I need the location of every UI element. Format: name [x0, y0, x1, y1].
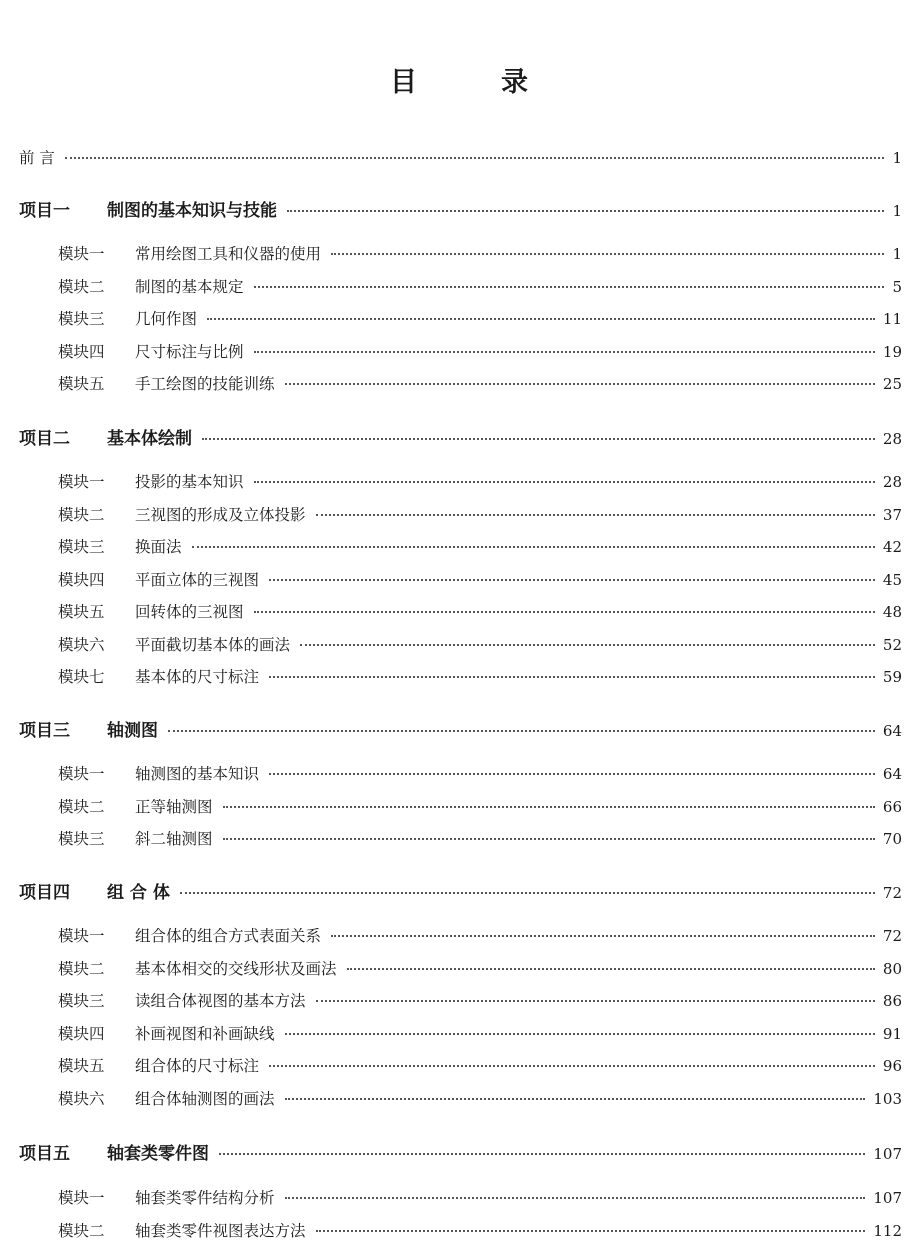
toc-entry-project[interactable] [0, 424, 902, 449]
module-number: 模块四 [58, 1024, 105, 1043]
page-number: 11 [882, 310, 902, 328]
toc-entry-module[interactable] [0, 665, 902, 687]
dot-leader [269, 676, 875, 678]
page-number: 48 [882, 603, 902, 621]
page-number: 64 [882, 722, 902, 740]
toc-entry-module[interactable] [0, 1022, 902, 1044]
project-title: 轴测图 [107, 721, 158, 741]
module-number: 模块六 [58, 635, 105, 654]
toc-entry-module[interactable] [0, 1186, 902, 1208]
toc-entry-project[interactable] [0, 878, 902, 903]
page-number: 5 [892, 277, 902, 296]
page-number: 72 [882, 927, 902, 945]
toc-entry-module[interactable] [0, 1087, 902, 1109]
toc-entry-module[interactable] [0, 989, 902, 1011]
page-number: 80 [882, 959, 902, 978]
module-title: 读组合体视图的基本方法 [135, 992, 306, 1010]
module-title: 换面法 [135, 538, 182, 556]
dot-leader [65, 157, 884, 159]
toc-entry-module[interactable] [0, 535, 902, 557]
project-number: 项目三 [19, 721, 70, 741]
page-number: 42 [882, 538, 902, 556]
module-title: 轴测图的基本知识 [135, 765, 260, 783]
page-number: 112 [873, 1221, 902, 1240]
page-number: 25 [882, 375, 902, 393]
toc-entry-module[interactable] [0, 242, 902, 264]
page-number: 91 [882, 1024, 902, 1043]
dot-leader [285, 1098, 866, 1100]
toc-entry-project[interactable] [0, 716, 902, 741]
module-number: 模块一 [58, 927, 105, 945]
project-number: 项目二 [19, 429, 70, 449]
dot-leader [285, 383, 875, 385]
title-char-left: 目 [390, 67, 419, 98]
module-title: 平面立体的三视图 [135, 570, 260, 589]
module-number: 模块五 [58, 603, 105, 621]
module-title: 几何作图 [135, 310, 198, 328]
dot-leader [316, 1230, 866, 1232]
toc-entry-preface[interactable] [0, 146, 902, 168]
module-number: 模块二 [58, 1221, 105, 1240]
module-number: 模块三 [58, 830, 105, 848]
dot-leader [269, 1065, 875, 1067]
toc-entry-module[interactable] [0, 827, 902, 849]
toc-entry-module[interactable] [0, 795, 902, 817]
page-number: 59 [882, 668, 902, 686]
module-title: 斜二轴测图 [135, 830, 213, 848]
toc-entry-module[interactable] [0, 372, 902, 394]
module-number: 模块一 [58, 1189, 105, 1207]
page-number: 103 [873, 1089, 902, 1108]
module-number: 模块三 [58, 992, 105, 1010]
page-number: 107 [873, 1189, 902, 1207]
page-number: 1 [892, 149, 902, 167]
module-number: 模块二 [58, 505, 105, 524]
project-title: 基本体绘制 [107, 429, 192, 449]
toc-entry-module[interactable] [0, 340, 902, 362]
page-number: 45 [882, 570, 902, 589]
module-number: 模块二 [58, 797, 105, 816]
module-title: 手工绘图的技能训练 [135, 375, 275, 393]
page-number: 86 [882, 992, 902, 1010]
module-title: 制图的基本规定 [135, 277, 244, 296]
project-title: 制图的基本知识与技能 [107, 201, 277, 221]
toc-entry-project[interactable] [0, 1139, 902, 1164]
page-number: 28 [882, 430, 902, 448]
project-title: 组 合 体 [107, 883, 170, 903]
module-title: 组合体的尺寸标注 [135, 1057, 260, 1075]
module-title: 组合体的组合方式表面关系 [135, 927, 322, 945]
dot-leader [331, 253, 884, 255]
module-number: 模块三 [58, 310, 105, 328]
dot-leader [254, 351, 875, 353]
module-number: 模块五 [58, 1057, 105, 1075]
dot-leader [331, 935, 875, 937]
title-char-right: 录 [501, 67, 530, 98]
toc-entry-module[interactable] [0, 633, 902, 655]
module-title: 常用绘图工具和仪器的使用 [135, 245, 322, 263]
toc-entry-project[interactable] [0, 196, 902, 221]
dot-leader [180, 892, 875, 894]
dot-leader [316, 1000, 875, 1002]
module-number: 模块五 [58, 375, 105, 393]
module-title: 基本体的尺寸标注 [135, 668, 260, 686]
toc-entry-module[interactable] [0, 503, 902, 525]
dot-leader [300, 644, 875, 646]
module-title: 轴套类零件结构分析 [135, 1189, 275, 1207]
dot-leader [285, 1197, 866, 1199]
module-number: 模块四 [58, 342, 105, 361]
page-number: 19 [882, 342, 902, 361]
toc-entry-module[interactable] [0, 568, 902, 590]
toc-entry-module[interactable] [0, 307, 902, 329]
module-title: 组合体轴测图的画法 [135, 1089, 275, 1108]
toc-entry-module[interactable] [0, 600, 902, 622]
project-number: 项目五 [19, 1144, 70, 1164]
preface-label: 前 言 [19, 149, 55, 167]
dot-leader [192, 546, 875, 548]
module-title: 平面截切基本体的画法 [135, 635, 291, 654]
module-title: 基本体相交的交线形状及画法 [135, 959, 337, 978]
dot-leader [269, 773, 875, 775]
page-number: 1 [892, 202, 902, 220]
module-number: 模块二 [58, 959, 105, 978]
page-number: 72 [882, 884, 902, 902]
toc-entry-module[interactable] [0, 957, 902, 979]
toc-entry-module[interactable] [0, 1054, 902, 1076]
dot-leader [202, 438, 875, 440]
module-number: 模块三 [58, 538, 105, 556]
dot-leader [285, 1033, 875, 1035]
page-number: 28 [882, 473, 902, 491]
project-title: 轴套类零件图 [107, 1144, 209, 1164]
dot-leader [223, 838, 875, 840]
dot-leader [168, 730, 875, 732]
toc-entry-module[interactable] [0, 1219, 902, 1241]
toc-entry-module[interactable] [0, 762, 902, 784]
dot-leader [254, 286, 884, 288]
dot-leader [254, 611, 875, 613]
page-number: 66 [882, 797, 902, 816]
page-number: 1 [892, 245, 902, 263]
module-number: 模块六 [58, 1089, 105, 1108]
module-number: 模块一 [58, 473, 105, 491]
module-title: 回转体的三视图 [135, 603, 244, 621]
dot-leader [219, 1153, 865, 1155]
dot-leader [269, 579, 875, 581]
page-number: 52 [882, 635, 902, 654]
dot-leader [207, 318, 875, 320]
module-title: 正等轴测图 [135, 797, 213, 816]
toc-entry-module[interactable] [0, 470, 902, 492]
module-title: 投影的基本知识 [135, 473, 244, 491]
module-title: 三视图的形成及立体投影 [135, 505, 306, 524]
page-number: 96 [882, 1057, 902, 1075]
toc-entry-module[interactable] [0, 275, 902, 297]
page-number: 107 [873, 1145, 902, 1163]
module-title: 补画视图和补画缺线 [135, 1024, 275, 1043]
module-number: 模块一 [58, 245, 105, 263]
dot-leader [347, 968, 875, 970]
page-number: 70 [882, 830, 902, 848]
page-number: 37 [882, 505, 902, 524]
project-number: 项目一 [19, 201, 70, 221]
module-title: 轴套类零件视图表达方法 [135, 1221, 306, 1240]
dot-leader [254, 481, 875, 483]
dot-leader [223, 806, 875, 808]
dot-leader [287, 210, 884, 212]
module-number: 模块二 [58, 277, 105, 296]
module-number: 模块一 [58, 765, 105, 783]
module-number: 模块七 [58, 668, 105, 686]
module-number: 模块四 [58, 570, 105, 589]
toc-entry-module[interactable] [0, 924, 902, 946]
project-number: 项目四 [19, 883, 70, 903]
module-title: 尺寸标注与比例 [135, 342, 244, 361]
dot-leader [316, 514, 875, 516]
page-number: 64 [882, 765, 902, 783]
